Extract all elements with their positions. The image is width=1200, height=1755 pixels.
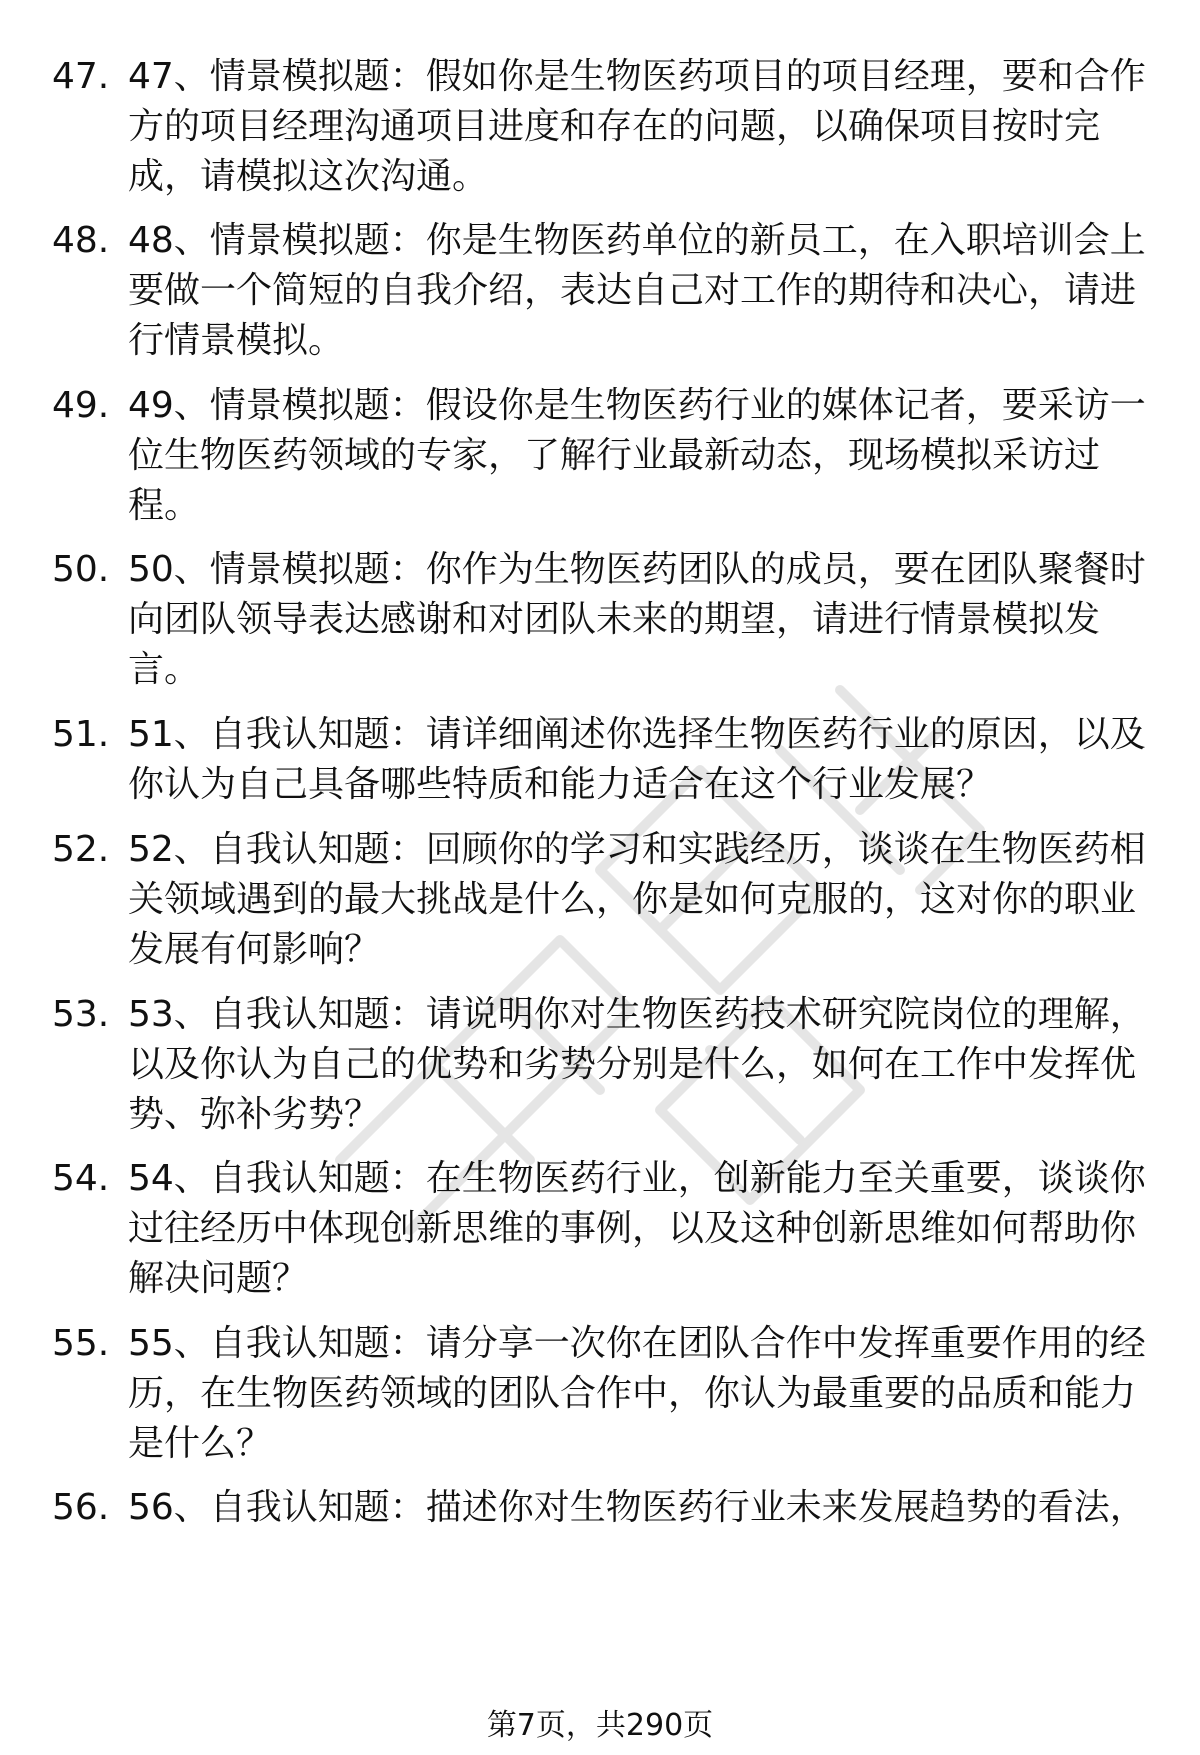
question-number: 51. — [52, 714, 110, 755]
question-text: 52、自我认知题：回顾你的学习和实践经历，谈谈在生物医药相关领域遇到的最大挑战是什么，你是如何克服的，这对你的职业发展有何影响？ — [128, 829, 1146, 970]
question-text: 50、情景模拟题：你作为生物医药团队的成员，要在团队聚餐时向团队领导表达感谢和对团队未来的期望，请进行情景模拟发言。 — [128, 549, 1146, 690]
page-number-footer: 第7页，共290页 — [486, 1708, 714, 1743]
question-text: 51、自我认知题：请详细阐述你选择生物医药行业的原因，以及你认为自己具备哪些特质和能力适合在这个行业发展？ — [128, 714, 1146, 805]
question-text: 49、情景模拟题：假设你是生物医药行业的媒体记者，要采访一位生物医药领域的专家，了解行业最新动态，现场模拟采访过程。 — [128, 385, 1146, 526]
question-number: 55. — [52, 1323, 110, 1364]
question-text: 48、情景模拟题：你是生物医药单位的新员工，在入职培训会上要做一个简短的自我介绍，表达自己对工作的期待和决心，请进行情景模拟。 — [128, 220, 1146, 361]
question-text: 54、自我认知题：在生物医药行业，创新能力至关重要，谈谈你过往经历中体现创新思维的事例，以及这种创新思维如何帮助你解决问题？ — [128, 1158, 1146, 1299]
question-number: 48. — [52, 220, 110, 261]
question-number: 52. — [52, 829, 110, 870]
question-text: 47、情景模拟题：假如你是生物医药项目的项目经理，要和合作方的项目经理沟通项目进度和存在的问题，以确保项目按时完成，请模拟这次沟通。 — [128, 56, 1146, 197]
question-number: 53. — [52, 994, 110, 1035]
question-number: 54. — [52, 1158, 110, 1199]
question-text: 55、自我认知题：请分享一次你在团队合作中发挥重要作用的经历，在生物医药领域的团队合作中，你认为最重要的品质和能力是什么？ — [128, 1323, 1146, 1464]
question-text: 56、自我认知题：描述你对生物医药行业未来发展趋势的看法， — [128, 1487, 1146, 1528]
question-text: 53、自我认知题：请说明你对生物医药技术研究院岗位的理解，以及你认为自己的优势和劣势分别是什么，如何在工作中发挥优势、弥补劣势？ — [128, 994, 1146, 1135]
question-number: 50. — [52, 549, 110, 590]
question-number: 47. — [52, 56, 110, 97]
question-number: 49. — [52, 385, 110, 426]
question-number: 56. — [52, 1487, 110, 1528]
